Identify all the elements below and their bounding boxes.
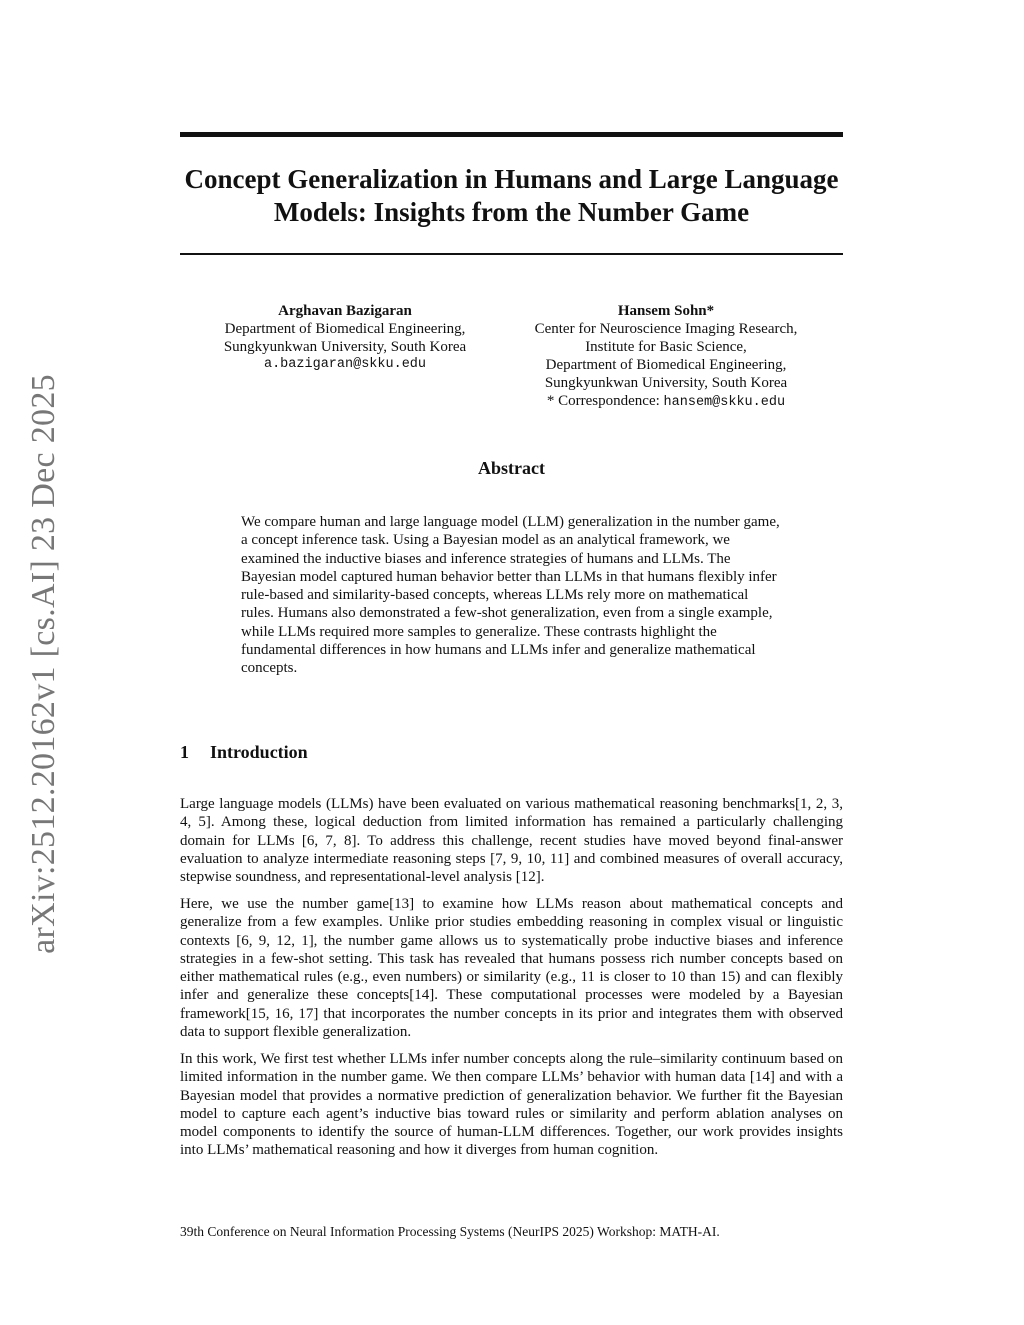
author-block-1 [195,302,495,374]
intro-paragraph-3: In this work, We first test whether LLMs infer number concepts along the rule–similarity continuum based on limited information in the number game. We then compare LLMs’ behavior with human data [14] and with a Bayesian model that provides a normative prediction of generalization behavior. We further fit the Bayesian model to capture each agent’s inductive bias toward rules or similarity and perform ablation analyses on model components to identify the source of human-LLM differences. Together, our work provides insights into LLMs’ mathematical reasoning and how it diverges from human cognition. [180,1051,843,1159]
paper-title: Concept Generalization in Humans and Large Language Models: Insights from the Number Game [184,164,839,227]
correspondence-line [505,392,827,412]
author-affiliation: Department of Biomedical Engineering, [545,357,787,373]
abstract-text: We compare human and large language model (LLM) generalization in the number game, a concept inference task. Using a Bayesian model as an analytical framework, we examined the inductive biases and inference strategies of humans and LLMs. The Bayesian model captured human behavior better than LLMs in that humans flexibly infer rule-based and similarity-based concepts, whereas LLMs rely more on mathematical rules. Humans also demonstrated a few-shot generalization, even from a single example, while LLMs required more samples to generalize. These contrasts highlight the fundamental differences in how humans and LLMs infer and generalize mathematical concepts. [241,514,780,677]
abstract-heading: Abstract [478,458,545,478]
title-rule-top [180,132,843,137]
section-number: 1 [180,742,189,762]
section-title: Introduction [210,742,308,762]
author-affiliation: Center for Neuroscience Imaging Research, [534,321,798,337]
author-name: Hansem Sohn* [617,303,715,319]
author-affiliation: Institute for Basic Science, [585,339,747,355]
intro-paragraph-1: Large language models (LLMs) have been evaluated on various mathematical reasoning benchmarks[1, 2, 3, 4, 5]. Among these, logical deduction from limited information has remained a particularly challenging domain for LLMs [6, 7, 8]. To address this challenge, recent studies have moved beyond final-answer evaluation to analyze intermediate reasoning steps [7, 9, 10, 11] and combined measures of overall accuracy, stepwise soundness, and representational-level analysis [12]. [180,796,843,886]
author-affiliation: Sungkyunkwan University, South Korea [544,375,788,391]
conference-footnote: 39th Conference on Neural Information Processing Systems (NeurIPS 2025) Workshop: MATH-AI. [180,1224,720,1239]
author-affiliation: Sungkyunkwan University, South Korea [223,339,467,355]
author-email: hansem@skku.edu [663,395,786,410]
arxiv-identifier-stamp: arXiv:2512.20162v1 [cs.AI] 23 Dec 2025 [25,374,62,954]
author-name: Arghavan Bazigaran [278,303,412,319]
intro-paragraph-2: Here, we use the number game[13] to examine how LLMs reason about mathematical concepts and generalize from a few examples. Unlike prior studies embedding reasoning in complex visual or linguistic contexts [6, 9, 12, 1], the number game allows us to systematically probe inductive biases and inference strategies in a few-shot setting. This task has revealed that humans possess rich number concepts based on either mathematical rules (e.g., even numbers) or similarity (e.g., 11 is closer to 10 than 15) and can flexibly infer and generalize these concepts[14]. These computational processes were modeled by a Bayesian framework[15, 16, 17] that incorporates the number concepts in its prior and integrates them with observed data to support flexible generalization. [180,896,843,1041]
author-affiliation: Department of Biomedical Engineering, [224,321,466,337]
section-heading-introduction [180,742,308,763]
author-email: a.bazigaran@skku.edu [263,357,427,372]
author-block-2 [505,302,827,412]
correspondence-label: * Correspondence: [546,393,660,409]
title-rule-bottom [180,253,843,255]
